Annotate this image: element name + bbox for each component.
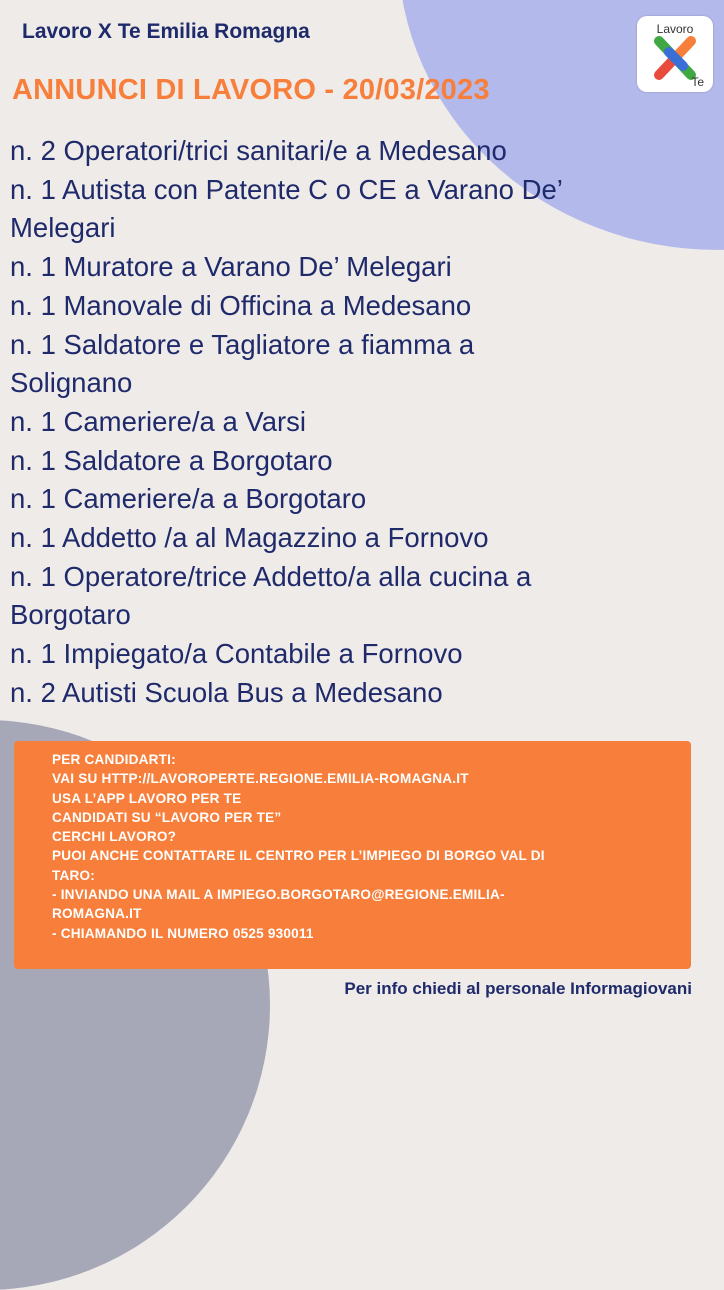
- job-line: n. 1 Operatore/trice Addetto/a alla cucina a: [10, 560, 532, 592]
- instruction-line: PER CANDIDARTI:: [52, 752, 176, 767]
- job-line: n. 1 Autista con Patente C o CE a Varano De’: [10, 173, 563, 205]
- job-line: n. 1 Muratore a Varano De’ Melegari: [10, 251, 452, 283]
- job-line: n. 1 Impiegato/a Contabile a Fornovo: [10, 638, 463, 670]
- job-line: n. 1 Cameriere/a a Varsi: [10, 405, 307, 437]
- footer-info-text: Per info chiedi al personale Informagiovani: [344, 979, 692, 998]
- job-line: Melegari: [10, 212, 116, 244]
- job-line: Solignano: [10, 367, 133, 399]
- instruction-line: ROMAGNA.IT: [52, 906, 142, 922]
- instruction-line: - CHIAMANDO IL NUMERO 0525 930011: [52, 925, 314, 941]
- logo-text-top: Lavoro: [656, 22, 694, 36]
- announcement-title: ANNUNCI DI LAVORO - 20/03/2023: [12, 74, 490, 106]
- instruction-line: - INVIANDO UNA MAIL A IMPIEGO.BORGOTARO@REGIONE.EMILIA-: [52, 887, 505, 903]
- instruction-line: TARO:: [52, 867, 96, 883]
- job-list: [10, 132, 710, 713]
- instruction-line: USA L’APP LAVORO PER TE: [52, 790, 242, 806]
- job-line: n. 1 Manovale di Officina a Medesano: [10, 289, 472, 321]
- instruction-line: PUOI ANCHE CONTATTARE IL CENTRO PER L’IMPIEGO DI BORGO VAL DI: [52, 848, 545, 864]
- instruction-line: VAI SU HTTP://LAVOROPERTE.REGIONE.EMILIA-ROMAGNA.IT: [52, 771, 469, 787]
- job-line: n. 1 Addetto /a al Magazzino a Fornovo: [10, 522, 489, 554]
- lavoro-per-te-logo: [637, 16, 713, 92]
- job-line: n. 1 Saldatore e Tagliatore a fiamma a: [10, 328, 475, 360]
- job-line: n. 1 Saldatore a Borgotaro: [10, 444, 333, 476]
- job-line: n. 1 Cameriere/a a Borgotaro: [10, 483, 367, 515]
- job-line: Borgotaro: [10, 599, 131, 631]
- job-line: n. 2 Autisti Scuola Bus a Medesano: [10, 676, 443, 708]
- application-info-box: [14, 741, 691, 969]
- job-line: n. 2 Operatori/trici sanitari/e a Medesano: [10, 135, 507, 166]
- instruction-line: CERCHI LAVORO?: [52, 829, 177, 845]
- logo-text-bottom: Te: [691, 75, 704, 89]
- instruction-line: CANDIDATI SU “LAVORO PER TE”: [52, 809, 282, 825]
- application-instructions: [52, 750, 545, 943]
- page-header-title: Lavoro X Te Emilia Romagna: [22, 20, 310, 43]
